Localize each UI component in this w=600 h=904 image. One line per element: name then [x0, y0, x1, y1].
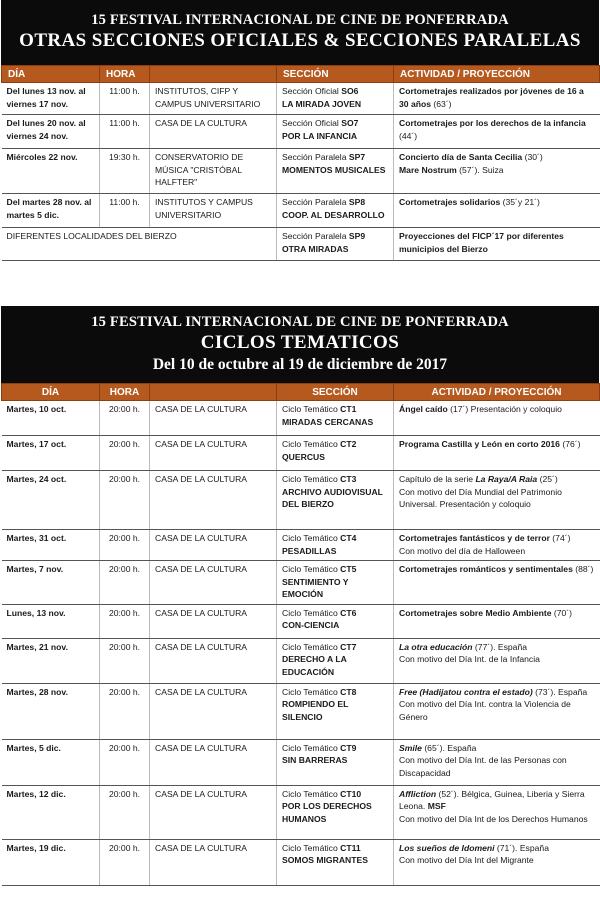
activity-note: Con motivo del Día Int de los Derechos Humanos: [399, 813, 588, 824]
section-type: Sección Paralela: [282, 197, 347, 207]
location-cell: DIFERENTES LOCALIDADES DEL BIERZO: [2, 228, 277, 261]
section-type: Ciclo Temático: [282, 788, 338, 799]
activity-detail: (88´): [572, 564, 594, 574]
activity-title: Cortometrajes sobre Medio Ambiente: [399, 607, 552, 618]
activity-title: Programa Castilla y León en corto 2016: [399, 439, 560, 449]
table-row: [2, 401, 600, 436]
activity-line: [399, 563, 595, 576]
section-name: ROMPIENDO EL SILENCIO: [282, 699, 349, 722]
table-row: [2, 739, 600, 785]
day-cell: Martes, 28 nov.: [2, 683, 100, 739]
section-name: MOMENTOS MUSICALES: [282, 164, 386, 175]
time-cell: 19:30 h.: [100, 149, 150, 194]
activity-line: [399, 117, 595, 142]
activity-note: Con motivo del Día Int del Migrante: [399, 855, 534, 865]
activity-line: [399, 686, 595, 699]
activity-line: [399, 230, 595, 255]
col-seccion-header: SECCIÓN: [277, 384, 394, 401]
time-cell: 20:00 h.: [100, 530, 150, 561]
table-row: [2, 149, 600, 194]
activity-detail: (77´). España: [472, 641, 528, 652]
activity-cell: [394, 194, 600, 228]
activity-line: [399, 151, 595, 164]
activity-detail: (76´): [559, 439, 581, 449]
activity-cell: [394, 739, 600, 785]
section-name: PESADILLAS: [282, 545, 337, 556]
section-name: ARCHIVO AUDIOVISUAL DEL BIERZO: [282, 486, 383, 509]
day-cell: Del lunes 20 nov. al viernes 24 nov.: [2, 115, 100, 149]
day-cell: Martes, 17 oct.: [2, 436, 100, 471]
activity-title: Cortometrajes fantásticos y de terror: [399, 533, 550, 543]
activity-title: Concierto día de Santa Cecilia: [399, 152, 523, 162]
col-hora-header: HORA: [100, 384, 150, 401]
venue-cell: CASA DE LA CULTURA: [150, 604, 277, 638]
activity-cell: [394, 561, 600, 605]
section-type-line: [282, 151, 388, 164]
time-cell: 20:00 h.: [100, 683, 150, 739]
film-title: Los sueños de Idomeni: [399, 842, 495, 853]
activity-line: [399, 842, 595, 855]
activity-detail: (70´): [551, 607, 573, 618]
venue-cell: CASA DE LA CULTURA: [150, 739, 277, 785]
activity-line: [399, 742, 595, 755]
section-type-line: [282, 117, 388, 130]
time-cell: 20:00 h.: [100, 436, 150, 471]
section-type-line: [282, 607, 388, 620]
col-hora-header: HORA: [100, 66, 150, 83]
section-code: CT6: [340, 607, 357, 618]
section-type: Ciclo Temático: [282, 607, 338, 618]
time-cell: 20:00 h.: [100, 401, 150, 436]
activity-detail: (30´): [522, 152, 543, 162]
section-code: CT1: [340, 404, 357, 414]
col-dia-header: DÍA: [2, 384, 100, 401]
venue-cell: INSTITUTOS, CIFP Y CAMPUS UNIVERSITARIO: [150, 83, 277, 115]
activity-detail: (44´): [399, 130, 418, 141]
festival-title: 15 FESTIVAL INTERNACIONAL DE CINE DE PONFERRADA: [91, 314, 509, 330]
activity-line: [399, 532, 595, 545]
activity-cell: [394, 149, 600, 194]
activity-cell: [394, 683, 600, 739]
time-cell: 20:00 h.: [100, 785, 150, 839]
venue-cell: CASA DE LA CULTURA: [150, 561, 277, 605]
section-type-line: [282, 563, 388, 576]
day-cell: Martes, 5 dic.: [2, 739, 100, 785]
table-row: [2, 115, 600, 149]
col-actividad-header: ACTIVIDAD / PROYECCIÓN: [394, 384, 600, 401]
day-cell: Martes, 21 nov.: [2, 638, 100, 683]
day-cell: Martes, 31 oct.: [2, 530, 100, 561]
activity-line: [399, 164, 595, 177]
section-type: Sección Oficial: [282, 86, 339, 96]
day-cell: Del martes 28 nov. al martes 5 dic.: [2, 194, 100, 228]
section-cell: [277, 436, 394, 471]
activity-detail: (35´y 21´): [500, 197, 540, 207]
section-code: SP7: [348, 152, 366, 162]
section-type: Sección Paralela: [282, 231, 347, 241]
section-type-line: [282, 403, 388, 416]
section-name: POR LOS DERECHOS HUMANOS: [282, 801, 372, 824]
day-cell: Martes, 7 nov.: [2, 561, 100, 605]
section-type-line: [282, 641, 388, 654]
section1-table: [1, 65, 600, 261]
col-dia-header: DÍA: [2, 66, 100, 83]
col-lugar-header: [150, 66, 277, 83]
day-cell: Del lunes 13 nov. al viernes 17 nov.: [2, 83, 100, 115]
activity-line: [399, 196, 595, 209]
venue-cell: CONSERVATORIO DE MÚSICA "CRISTÓBAL HALFTER": [150, 149, 277, 194]
venue-cell: CASA DE LA CULTURA: [150, 638, 277, 683]
section-type-line: [282, 473, 388, 486]
section-code: CT5: [340, 564, 357, 574]
activity-detail: (57´). Suiza: [456, 164, 504, 175]
section-cell: [277, 149, 394, 194]
activity-cell: [394, 401, 600, 436]
activity-line: [399, 607, 595, 620]
section-cell: [277, 638, 394, 683]
venue-cell: CASA DE LA CULTURA: [150, 471, 277, 530]
section-name: DERECHO A LA EDUCACIÓN: [282, 654, 347, 677]
section1-title: OTRAS SECCIONES OFICIALES & SECCIONES PARALELAS: [19, 30, 581, 51]
section2-table: [1, 383, 600, 886]
activity-line: [399, 85, 595, 110]
section2-title: CICLOS TEMATICOS: [200, 332, 400, 353]
table-row: [2, 436, 600, 471]
venue-cell: CASA DE LA CULTURA: [150, 401, 277, 436]
section1-banner: [1, 0, 599, 65]
activity-cell: [394, 530, 600, 561]
activity-title: Proyecciones del FICP´17 por diferentes municipios del Bierzo: [399, 231, 564, 254]
activity-cell: [394, 839, 600, 885]
table-row: [2, 228, 600, 261]
section-type-line: [282, 85, 388, 98]
activity-note: Con motivo del Día Int. de las Personas con Discapacidad: [399, 755, 567, 778]
otras-secciones-section: [1, 0, 599, 261]
section-name: MIRADAS CERCANAS: [282, 416, 374, 427]
table-row: [2, 683, 600, 739]
section-cell: [277, 683, 394, 739]
section-type: Ciclo Temático: [282, 439, 338, 449]
table-row: [2, 530, 600, 561]
activity-org: MSF: [427, 801, 446, 811]
section-type: Ciclo Temático: [282, 564, 338, 574]
section-cell: [277, 561, 394, 605]
venue-cell: CASA DE LA CULTURA: [150, 785, 277, 839]
film-title: La otra educación: [399, 641, 473, 652]
activity-cell: [394, 228, 600, 261]
activity-cell: [394, 436, 600, 471]
section-name: CON-CIENCIA: [282, 620, 340, 630]
section-code: CT4: [340, 533, 357, 543]
section-type: Sección Paralela: [282, 152, 347, 162]
section-type-line: [282, 196, 388, 209]
table-row: [2, 785, 600, 839]
activity-line: [399, 788, 595, 813]
time-cell: 20:00 h.: [100, 561, 150, 605]
section-type: Ciclo Temático: [282, 533, 338, 543]
section-code: SO6: [341, 86, 359, 96]
time-cell: 20:00 h.: [100, 739, 150, 785]
venue-cell: CASA DE LA CULTURA: [150, 115, 277, 149]
activity-detail: (74´): [549, 533, 571, 543]
section-type: Sección Oficial: [282, 118, 339, 128]
section-type-line: [282, 532, 388, 545]
section-code: CT3: [340, 474, 357, 484]
section-type: Ciclo Temático: [282, 686, 338, 697]
festival-title: 15 FESTIVAL INTERNACIONAL DE CINE DE PONFERRADA: [91, 12, 509, 28]
activity-cell: [394, 83, 600, 115]
day-cell: Martes, 10 oct.: [2, 401, 100, 436]
section-type-line: [282, 742, 388, 755]
activity-cell: [394, 115, 600, 149]
table-row: [2, 194, 600, 228]
time-cell: 20:00 h.: [100, 471, 150, 530]
section-cell: [277, 471, 394, 530]
section-code: CT8: [340, 686, 357, 697]
section-code: CT11: [340, 842, 361, 853]
section-code: SP9: [348, 231, 366, 241]
section-code: CT7: [340, 641, 357, 652]
activity-note: Con motivo del Día Int. contra la Violencia de Género: [399, 699, 571, 722]
table-header-row: [2, 384, 600, 401]
activity-detail: (17´) Presentación y coloquio: [447, 404, 562, 414]
section-cell: [277, 401, 394, 436]
time-cell: 11:00 h.: [100, 83, 150, 115]
section-name: COOP. AL DESARROLLO: [282, 209, 385, 220]
activity-prefix: Capítulo de la serie: [399, 474, 476, 484]
venue-cell: CASA DE LA CULTURA: [150, 683, 277, 739]
section-type-line: [282, 842, 388, 855]
activity-title: Cortometrajes por los derechos de la infancia: [399, 118, 586, 128]
film-title: La Raya/A Raia: [475, 474, 538, 484]
section-type: Ciclo Temático: [282, 842, 338, 853]
activity-title: Cortometrajes románticos y sentimentales: [399, 564, 573, 574]
day-cell: Martes, 19 dic.: [2, 839, 100, 885]
section-type-line: [282, 686, 388, 699]
activity-title: Cortometrajes solidarios: [399, 197, 501, 207]
activity-line: [399, 403, 595, 416]
activity-line: [399, 473, 595, 486]
table-header-row: [2, 66, 600, 83]
section-cell: [277, 83, 394, 115]
day-cell: Lunes, 13 nov.: [2, 604, 100, 638]
time-cell: 20:00 h.: [100, 839, 150, 885]
time-cell: 20:00 h.: [100, 638, 150, 683]
section-type: Ciclo Temático: [282, 742, 338, 753]
section-cell: [277, 785, 394, 839]
activity-detail: (63´): [431, 98, 452, 109]
section-type-line: [282, 438, 388, 451]
activity-detail: (71´). España: [494, 842, 549, 853]
time-cell: 20:00 h.: [100, 604, 150, 638]
activity-note: Con motivo del Día Int. de la Infancia: [399, 654, 540, 664]
activity-detail: (52´). Bélgica, Guinea, Liberia y Sierra Leona.: [399, 788, 585, 811]
section-name: POR LA INFANCIA: [282, 130, 358, 141]
film-title: Smile: [399, 742, 422, 753]
activity-detail: (25´): [537, 474, 558, 484]
activity-cell: [394, 785, 600, 839]
section-type-line: [282, 788, 388, 801]
section-name: SIN BARRERAS: [282, 755, 348, 765]
day-cell: Miércoles 22 nov.: [2, 149, 100, 194]
activity-title: Cortometrajes realizados por jóvenes de 16 a 30 años: [399, 86, 584, 109]
day-cell: Martes, 12 dic.: [2, 785, 100, 839]
venue-cell: CASA DE LA CULTURA: [150, 839, 277, 885]
col-actividad-header: ACTIVIDAD / PROYECCIÓN: [394, 66, 600, 83]
section-name: QUERCUS: [282, 451, 325, 462]
activity-title: Ángel caído: [399, 404, 448, 414]
section-type-line: [282, 230, 388, 243]
venue-cell: INSTITUTOS Y CAMPUS UNIVERSITARIO: [150, 194, 277, 228]
activity-detail: (73´). España: [532, 686, 588, 697]
section-type: Ciclo Temático: [282, 641, 338, 652]
col-lugar-header: [150, 384, 277, 401]
venue-cell: CASA DE LA CULTURA: [150, 530, 277, 561]
section-cell: [277, 228, 394, 261]
section-cell: [277, 604, 394, 638]
section-name: OTRA MIRADAS: [282, 243, 349, 254]
section-cell: [277, 739, 394, 785]
table-row: [2, 638, 600, 683]
table-row: [2, 604, 600, 638]
table-row: [2, 471, 600, 530]
section2-banner: [1, 306, 599, 383]
section2-date-range: Del 10 de octubre al 19 de diciembre de 2017: [152, 356, 448, 373]
activity-note: Con motivo del Día Mundial del Patrimonio Universal. Presentación y coloquio: [399, 486, 562, 509]
activity-line: [399, 438, 595, 451]
day-cell: Martes, 24 oct.: [2, 471, 100, 530]
film-title: Free (Hadijatou contra el estado): [399, 686, 533, 697]
section-name: SENTIMIENTO Y EMOCIÓN: [282, 576, 349, 599]
section-cell: [277, 530, 394, 561]
time-cell: 11:00 h.: [100, 115, 150, 149]
film-title: Affliction: [399, 788, 437, 799]
activity-line: [399, 641, 595, 654]
table-row: [2, 83, 600, 115]
section-code: CT10: [340, 788, 362, 799]
section-name: LA MIRADA JOVEN: [282, 98, 362, 109]
activity-title: Mare Nostrum: [399, 164, 457, 175]
table-row: [2, 839, 600, 885]
section-code: SO7: [341, 118, 359, 128]
activity-cell: [394, 471, 600, 530]
activity-note: Con motivo del día de Halloween: [399, 545, 526, 556]
activity-detail: (65´). España: [421, 742, 477, 753]
section-name: SOMOS MIGRANTES: [282, 855, 368, 865]
activity-cell: [394, 638, 600, 683]
section-type: Ciclo Temático: [282, 404, 338, 414]
table-row: [2, 561, 600, 605]
ciclos-tematicos-section: [1, 306, 599, 886]
section-code: CT9: [340, 742, 357, 753]
venue-cell: CASA DE LA CULTURA: [150, 436, 277, 471]
section-type: Ciclo Temático: [282, 474, 338, 484]
activity-cell: [394, 604, 600, 638]
section-code: CT2: [340, 439, 357, 449]
section-cell: [277, 115, 394, 149]
section-cell: [277, 194, 394, 228]
section-cell: [277, 839, 394, 885]
col-seccion-header: SECCIÓN: [277, 66, 394, 83]
section-code: SP8: [348, 197, 366, 207]
time-cell: 11:00 h.: [100, 194, 150, 228]
